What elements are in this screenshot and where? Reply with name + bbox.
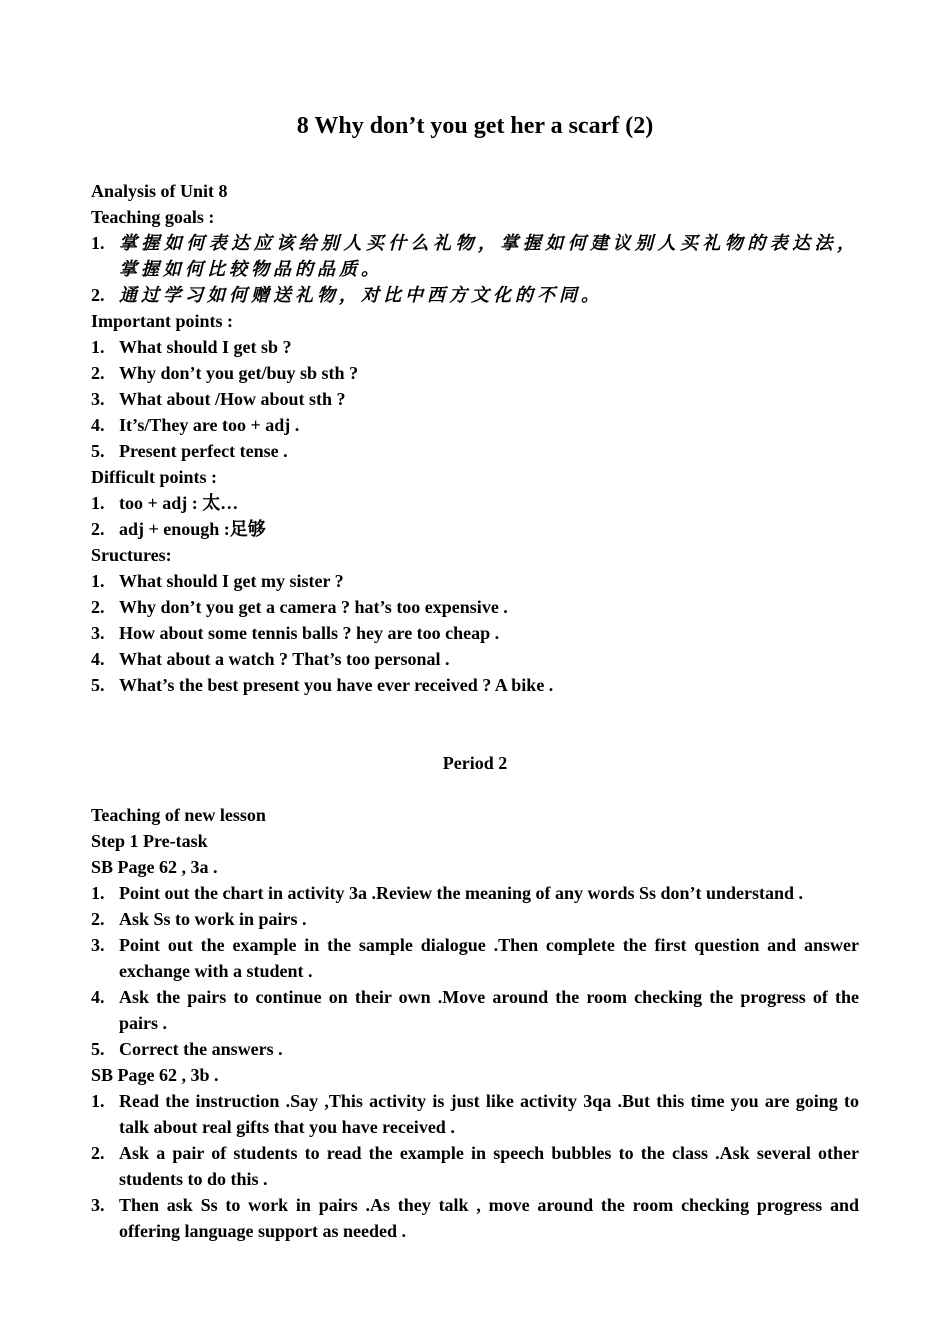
list-item (91, 594, 859, 620)
list-item (91, 386, 859, 412)
item-text: Point out the example in the sample dialogue .Then complete the first question and answer exchange with a student . (119, 935, 859, 981)
list-item (91, 1192, 859, 1244)
list-item (91, 906, 859, 932)
analysis-section (91, 178, 859, 698)
list-item (91, 646, 859, 672)
item-text: Ask the pairs to continue on their own .Move around the room checking the progress of the pairs . (119, 987, 859, 1033)
item-number: 5. (91, 675, 105, 695)
item-text: Why don’t you get a camera ? hat’s too expensive . (119, 597, 508, 617)
item-text: What’s the best present you have ever received ? A bike . (119, 675, 554, 695)
item-number: 1. (91, 883, 105, 903)
item-number: 2. (91, 1143, 105, 1163)
page-title: 8 Why don’t you get her a scarf (2) (296, 113, 654, 139)
item-text: Ask a pair of students to read the example in speech bubbles to the class .Ask several other students to do this . (119, 1143, 859, 1189)
list-item (91, 984, 859, 1036)
item-text: What should I get sb ? (119, 337, 292, 357)
item-text: 通过学习如何赠送礼物，对比中西方文化的不同。 (119, 285, 603, 305)
item-text: Why don’t you get/buy sb sth ? (119, 363, 359, 383)
list-item (91, 672, 859, 698)
item-number: 5. (91, 1039, 105, 1059)
item-number: 2. (91, 519, 105, 539)
item-number: 1. (91, 1091, 105, 1111)
item-number: 3. (91, 1195, 105, 1215)
list-item (91, 360, 859, 386)
item-number: 4. (91, 649, 105, 669)
analysis-heading: Analysis of Unit 8 (91, 181, 228, 201)
item-text: It’s/They are too + adj . (119, 415, 300, 435)
item-text: Present perfect tense . (119, 441, 288, 461)
item-text: How about some tennis balls ? hey are too cheap . (119, 623, 500, 643)
important-points-label: Important points : (91, 311, 234, 331)
list-item (91, 880, 859, 906)
list-item (91, 230, 859, 282)
item-text: Point out the chart in activity 3a .Review the meaning of any words Ss don’t understand . (119, 883, 804, 903)
list-item (91, 568, 859, 594)
item-text: Correct the answers . (119, 1039, 283, 1059)
item-number: 3. (91, 623, 105, 643)
list-item (91, 1088, 859, 1140)
item-number: 1. (91, 337, 105, 357)
item-number: 2. (91, 909, 105, 929)
item-number: 1. (91, 571, 105, 591)
item-number: 3. (91, 389, 105, 409)
step-heading: Step 1 Pre-task (91, 831, 208, 851)
list-item (91, 412, 859, 438)
list-item (91, 1140, 859, 1192)
item-text: adj + enough :足够 (119, 519, 266, 539)
list-item (91, 620, 859, 646)
list-item (91, 1036, 859, 1062)
item-text: What about /How about sth ? (119, 389, 346, 409)
item-text: What about a watch ? That’s too personal . (119, 649, 450, 669)
list-item (91, 334, 859, 360)
structures-label: Sructures: (91, 545, 172, 565)
item-number: 4. (91, 415, 105, 435)
item-text: 掌握如何表达应该给别人买什么礼物，掌握如何建议别人买礼物的表达法，掌握如何比较物品的品质。 (119, 233, 859, 279)
period-heading: Period 2 (442, 753, 508, 773)
item-number: 3. (91, 935, 105, 955)
item-text: Read the instruction .Say ,This activity is just like activity 3qa .But this time you are going to talk about real gifts that you have received . (119, 1091, 859, 1137)
item-number: 2. (91, 285, 105, 305)
item-number: 1. (91, 493, 105, 513)
list-item (91, 516, 859, 542)
item-text: too + adj : 太… (119, 493, 239, 513)
item-text: What should I get my sister ? (119, 571, 344, 591)
item-number: 4. (91, 987, 105, 1007)
item-number: 1. (91, 233, 105, 253)
part-b-label: SB Page 62 , 3b . (91, 1065, 219, 1085)
list-item (91, 438, 859, 464)
lesson-heading: Teaching of new lesson (91, 805, 266, 825)
difficult-points-label: Difficult points : (91, 467, 217, 487)
list-item (91, 490, 859, 516)
item-number: 5. (91, 441, 105, 461)
item-number: 2. (91, 597, 105, 617)
part-a-label: SB Page 62 , 3a . (91, 857, 218, 877)
list-item (91, 932, 859, 984)
item-number: 2. (91, 363, 105, 383)
lesson-section (91, 802, 859, 1244)
item-text: Then ask Ss to work in pairs .As they talk , move around the room checking progress and offering language support as needed . (119, 1195, 859, 1241)
list-item (91, 282, 859, 308)
teaching-goals-label: Teaching goals : (91, 207, 215, 227)
item-text: Ask Ss to work in pairs . (119, 909, 307, 929)
